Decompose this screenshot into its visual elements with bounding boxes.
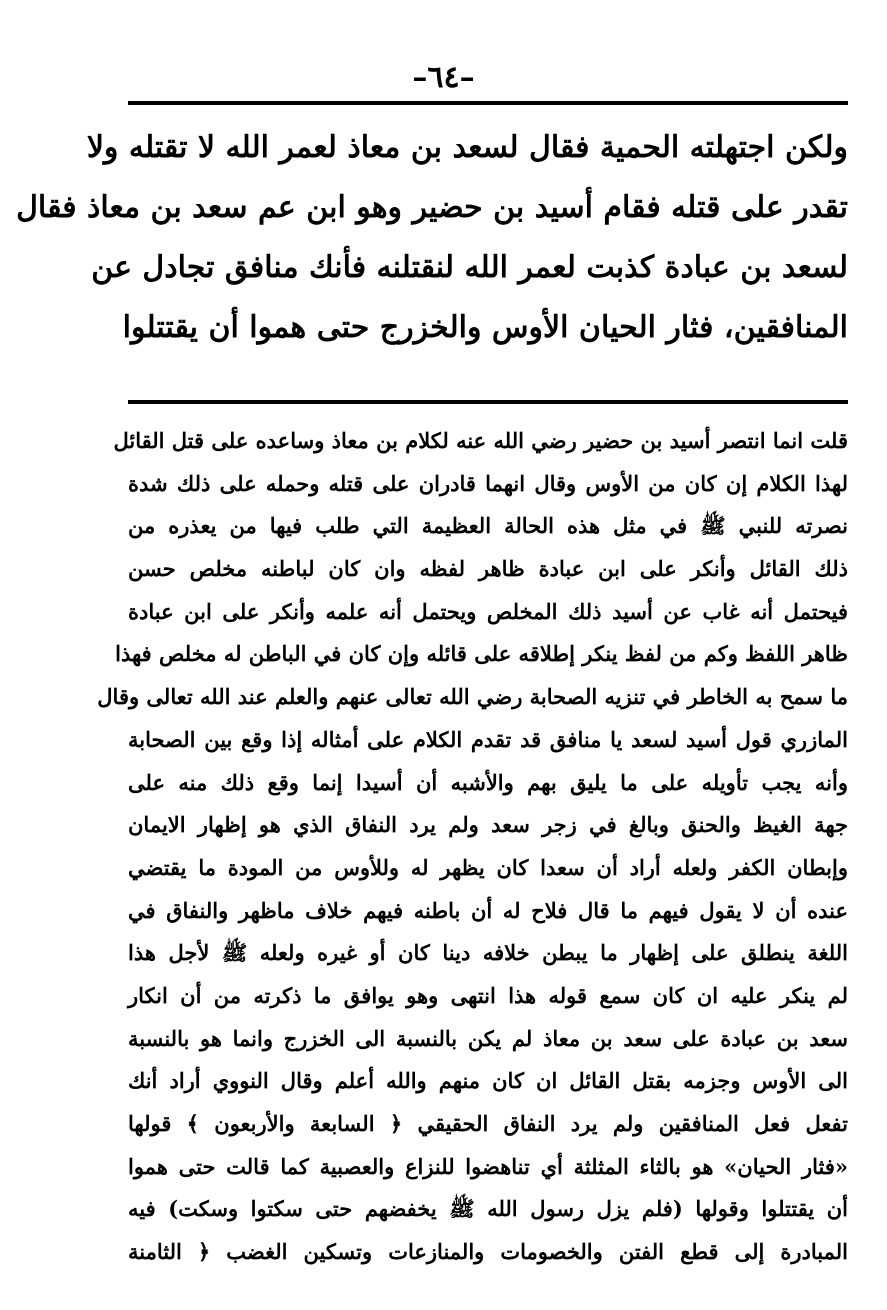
commentary-line: وإبطان الكفر ولعله أراد أن سعدا كان يظهر له وللأوس من المودة ما يقتضي [128,854,848,880]
commentary-line: ذلك القائل وأنكر على ابن عبادة ظاهر لفظه وان كان لباطنه مخلص حسن [128,556,848,582]
hadith-line: ولكن اجتهلته الحمية فقال لسعد بن معاذ لعمر الله لا تقتله ولا [86,130,848,165]
commentary-line: عنده أن لا يقول فيهم ما قال فلاح له أن باطنه فيهم خلاف ماظهر والنفاق في [128,897,848,923]
commentary-text [97,420,848,1274]
hadith-line: لسعد بن عبادة كذبت لعمر الله لنقتلنه فأنك منافق تجادل عن [91,250,848,285]
top-rule [128,101,848,105]
separator-rule [128,400,848,404]
commentary-line: وأنه يجب تأويله على ما يليق بهم والأشبه أن أسيدا إنما وقع ذلك منه على [128,769,848,795]
commentary-line: فيحتمل أنه غاب عن أسيد ذلك المخلص ويحتمل أنه علمه وأنكر على ابن عبادة [128,598,848,624]
commentary-line: لهذا الكلام إن كان من الأوس وقال انهما قادران على قتله وحمله على ذلك شدة [128,470,848,496]
commentary-line: «فثار الحيان» هو بالثاء المثلثة أي تناهضوا للنزاع والعصبية كما قالت حتى هموا [128,1153,848,1179]
hadith-text [16,118,848,358]
commentary-line: ما سمح به الخاطر في تنزيه الصحابة رضي الله تعالى عنهم والعلم عند الله تعالى وقال [97,684,848,710]
commentary-line: أن يقتتلوا وقولها (فلم يزل رسول الله ﷺ يخفضهم حتى سكتوا وسكت) فيه [128,1196,848,1222]
commentary-line: اللغة ينطلق على إظهار ما يبطن خلافه دينا كان أو غيره ولعله ﷺ لأجل هذا [128,940,848,966]
commentary-line: قلت انما انتصر أسيد بن حضير رضي الله عنه لكلام بن معاذ وساعده على قتل القائل [113,428,848,453]
commentary-line: الى الأوس وجزمه بقتل القائل ان كان منهم والله أعلم وقال النووي أراد أنك [128,1068,848,1094]
commentary-line: تفعل فعل المنافقين ولم يرد النفاق الحقيقي ﴿ السابعة والأربعون ﴾ قولها [128,1111,848,1136]
commentary-line: لم ينكر عليه ان كان سمع قوله هذا انتهى وهو يوافق ما ذكرته من أن انكار [128,982,848,1008]
hadith-line: المنافقين، فثار الحيان الأوس والخزرج حتى هموا أن يقتتلوا [122,310,848,345]
commentary-line: جهة الغيظ والحنق وبالغ في زجر سعد ولم يرد النفاق الذي هو إظهار الايمان [128,812,848,838]
commentary-line: المبادرة إلى قطع الفتن والخصومات والمنازعات وتسكين الغضب ﴿ الثامنة [128,1239,848,1265]
commentary-line: ظاهر اللفظ وكم من لفظ ينكر إطلاقه على قائله وإن كان في الباطن له مخلص فهذا [115,641,848,667]
hadith-line: تقدر على قتله فقام أسيد بن حضير وهو ابن عم سعد بن معاذ فقال [16,190,848,225]
page-number: –٦٤– [412,60,475,95]
commentary-line: سعد بن عبادة على سعد بن معاذ لم يكن بالنسبة الى الخزرج وانما هو بالنسبة [128,1025,848,1051]
commentary-line: نصرته للنبي ﷺ في مثل هذه الحالة العظيمة التي طلب فيها من يعذره من [128,513,848,539]
commentary-line: المازري قول أسيد لسعد يا منافق قد تقدم الكلام على أمثاله إذا وقع بين الصحابة [128,726,848,752]
